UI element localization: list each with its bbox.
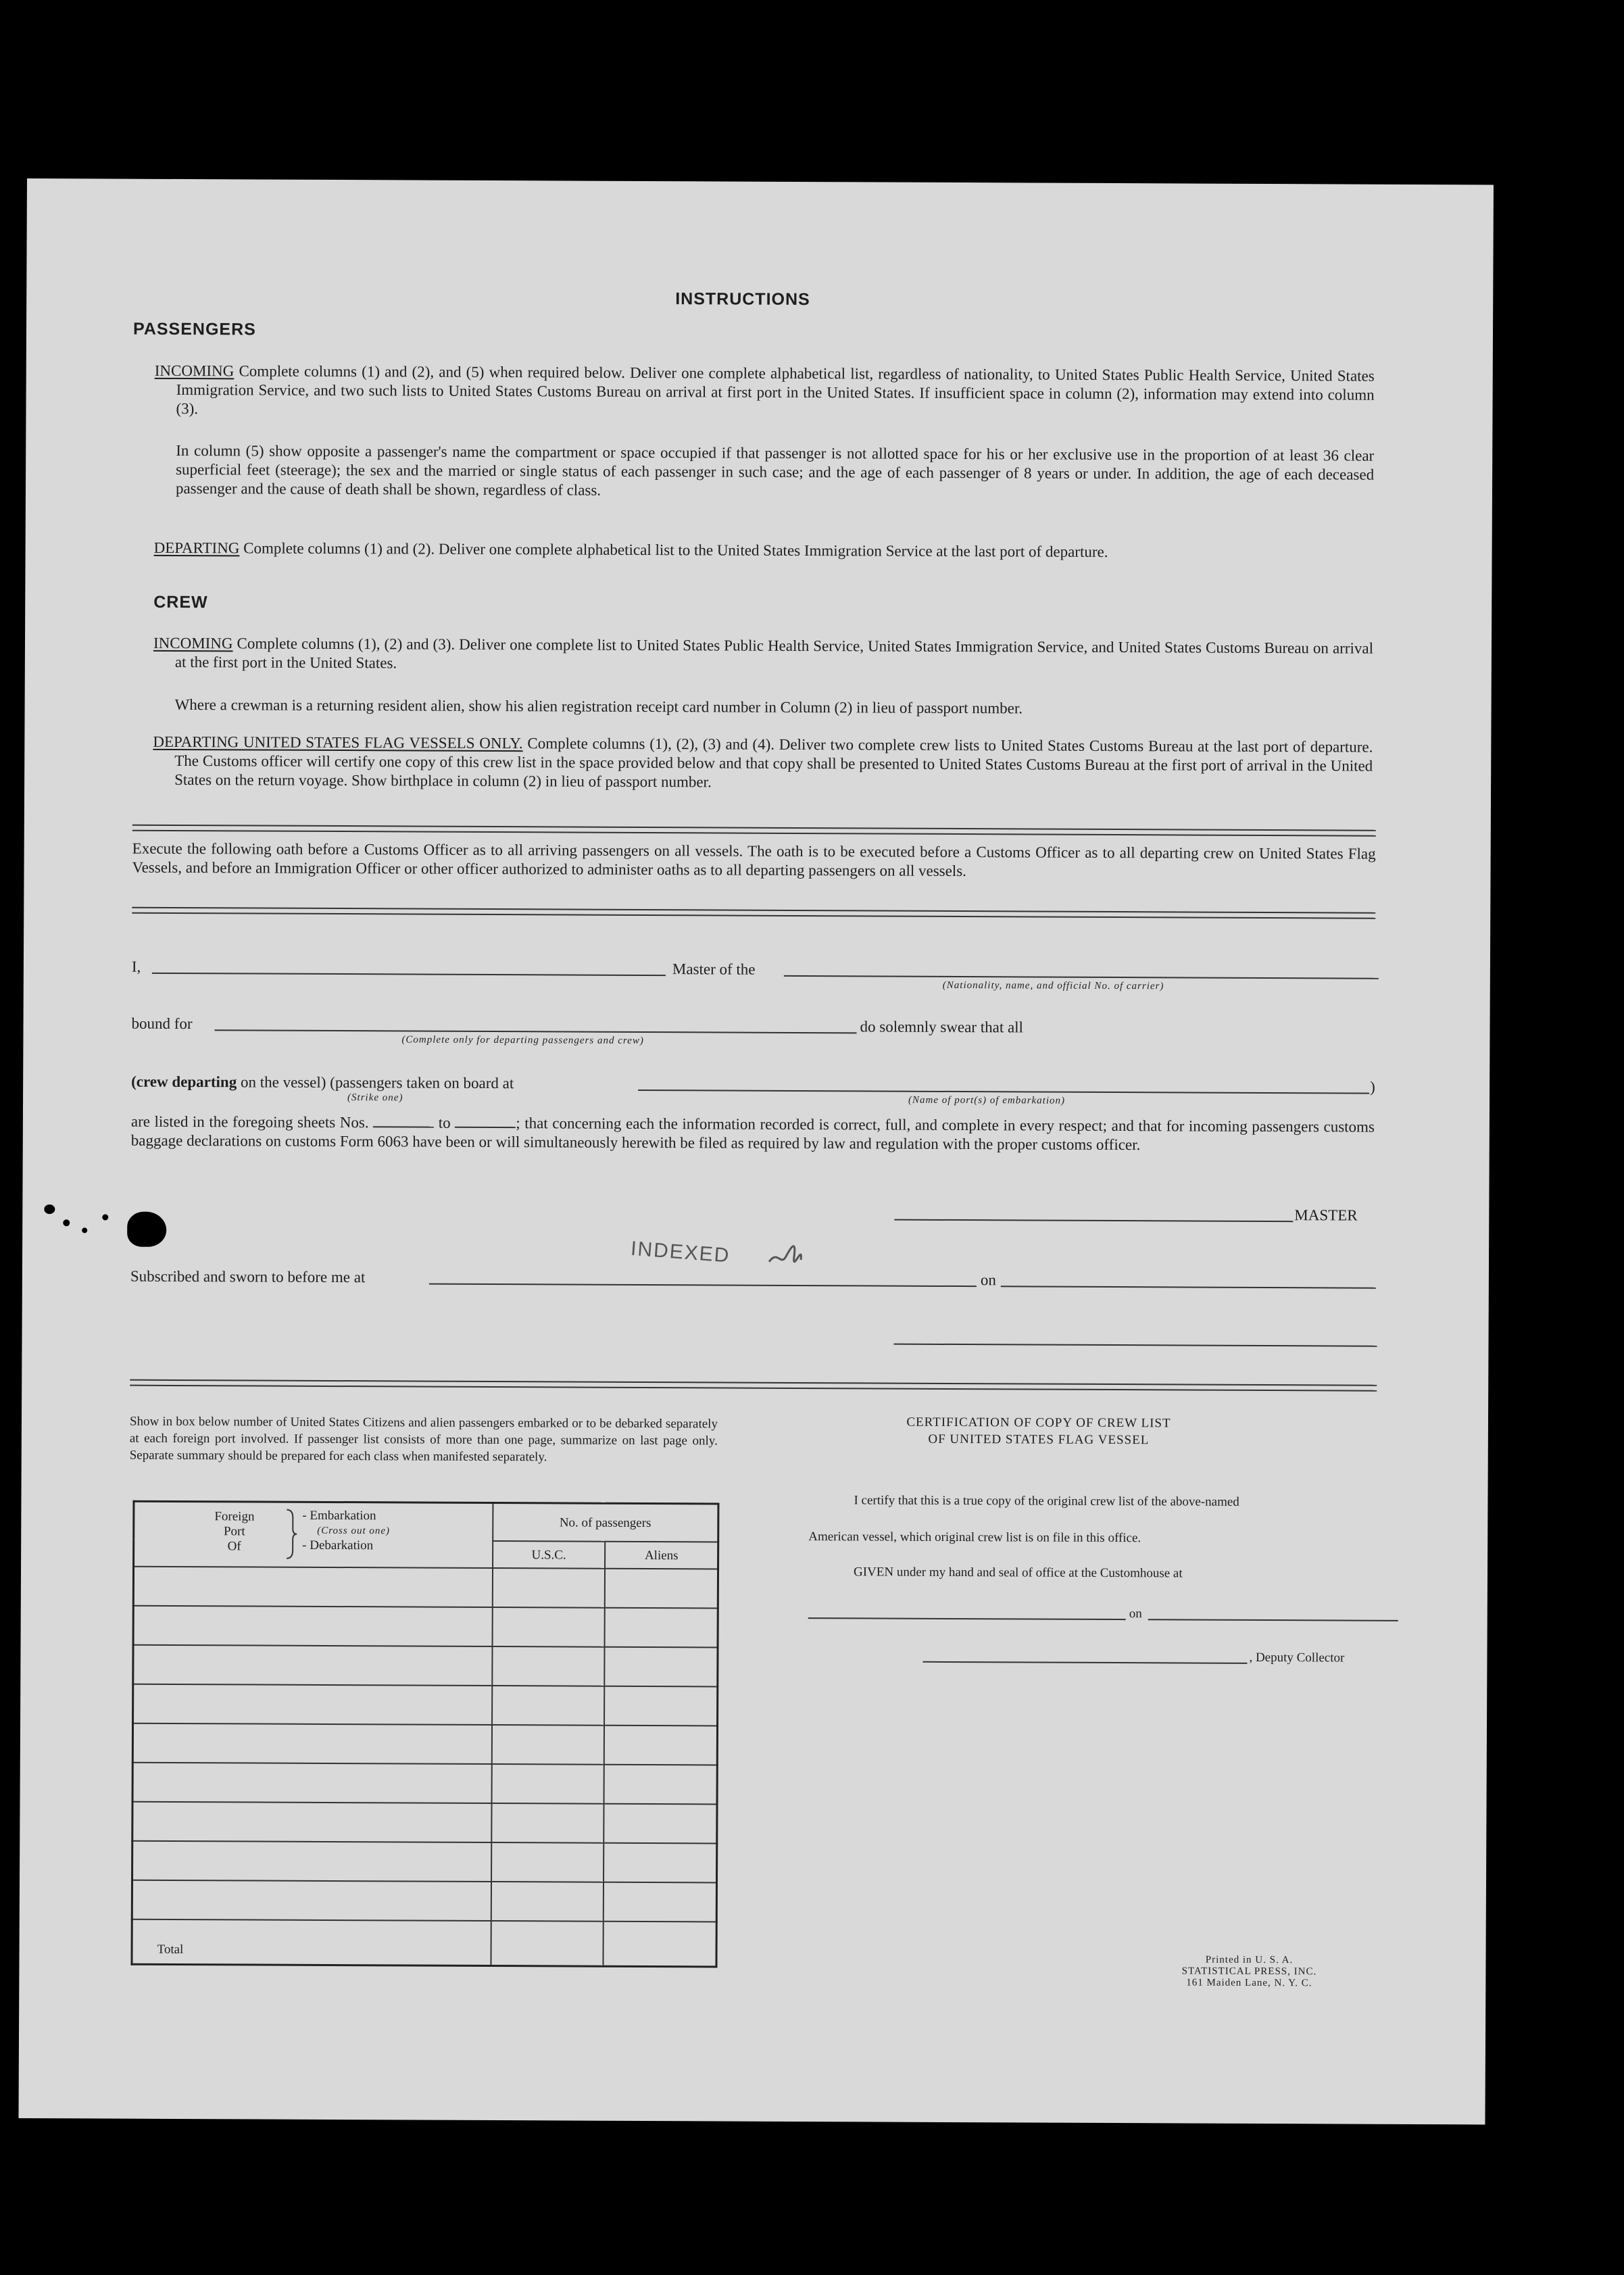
- form-sheet: [18, 178, 1494, 2124]
- port-cell[interactable]: [133, 1645, 492, 1686]
- ink-spot: [44, 1204, 55, 1214]
- sheet-to-field[interactable]: [455, 1113, 516, 1128]
- usc-cell[interactable]: [492, 1646, 605, 1686]
- usc-cell[interactable]: [491, 1803, 604, 1843]
- aliens-header: Aliens: [605, 1542, 718, 1569]
- total-row: [132, 1919, 716, 1967]
- aliens-cell[interactable]: [604, 1882, 716, 1922]
- foreign-label: Foreign: [214, 1509, 255, 1524]
- aliens-cell[interactable]: [604, 1843, 716, 1883]
- printer-imprint: [1175, 1954, 1323, 1989]
- handwritten-initials: [766, 1236, 806, 1270]
- port-label: Port: [223, 1524, 245, 1539]
- crew-heading: CREW: [153, 592, 208, 612]
- table-row: [133, 1606, 718, 1648]
- flag-vessels-text: Complete columns (1), (2), (3) and (4). Deliver two complete crew lists to United States Customs Bureau at the last port of departure. The Customs officer will certify one copy of this crew list in the space provided below and that copy shall be presented to United States Customs Bureau at the first port of arrival in the United States on the return voyage. Show birthplace in column (2) in lieu of passport number.: [174, 735, 1373, 791]
- crew-incoming-paragraph: [153, 634, 1373, 677]
- aliens-cell[interactable]: [605, 1647, 718, 1687]
- aliens-cell[interactable]: [604, 1686, 717, 1726]
- table-row: [132, 1802, 717, 1844]
- port-cell[interactable]: [132, 1723, 491, 1764]
- execute-oath-text: Execute the following oath before a Customs Officer as to all arriving passengers on all vessels. The oath is to be executed before a Customs Officer as to all departing crew on United States Flag Vessels, and before an Immigration Officer or other officer authorized to administer oaths as to all departing passengers on all vessels.: [132, 839, 1376, 880]
- passengers-departing-paragraph: [154, 539, 1374, 563]
- departing-label: DEPARTING: [153, 539, 240, 557]
- embark-debark-options: [302, 1509, 390, 1554]
- usc-total-cell[interactable]: [491, 1921, 604, 1966]
- total-label: Total: [132, 1919, 491, 1966]
- deputy-collector-label: , Deputy Collector: [1249, 1650, 1345, 1665]
- certify-line2: American vessel, which original crew list is on file in this office.: [808, 1530, 1141, 1546]
- incoming-text: Complete columns (1) and (2), and (5) when required below. Deliver one complete alphabetical list, regardless of nationality, to United States Public Health Service, United States Immigration Service, and two such lists to United States Customs Bureau on arrival at first port in the United States. If insufficient space in column (2), information may extend into column (3).: [176, 362, 1375, 418]
- master-of-label: Master of the: [672, 960, 756, 978]
- subscribed-label: Subscribed and sworn to before me at: [130, 1267, 366, 1286]
- deputy-signature-field[interactable]: [922, 1661, 1247, 1664]
- divider-oath: [132, 907, 1375, 919]
- divider-bottom: [130, 1379, 1377, 1392]
- cross-out-caption: (Cross out one): [317, 1525, 391, 1537]
- port-header-cell: [134, 1501, 493, 1568]
- table-row: [132, 1763, 717, 1805]
- master-signature-field[interactable]: [894, 1219, 1293, 1223]
- crewman-paragraph: [175, 695, 1373, 720]
- certify-line3: GIVEN under my hand and seal of office at the Customhouse at: [853, 1565, 1183, 1581]
- port-cell[interactable]: [133, 1606, 492, 1646]
- strike-caption: (Strike one): [347, 1092, 403, 1104]
- master-label: MASTER: [1294, 1206, 1358, 1224]
- aliens-cell[interactable]: [605, 1608, 718, 1648]
- port-cell[interactable]: [132, 1763, 491, 1803]
- debarkation-option[interactable]: - Debarkation: [302, 1538, 374, 1553]
- summary-note: Show in box below number of United States Citizens and alien passengers embarked or to be debarked separately at each foreign port involved. If passenger list consists of more than one page, summarize on last page only. Separate summary should be prepared for each class when manifested separately.: [129, 1414, 718, 1465]
- table-row: [132, 1723, 717, 1765]
- sworn-on-label: on: [980, 1271, 996, 1289]
- port-cell[interactable]: [133, 1567, 492, 1607]
- certification-title-line1: CERTIFICATION OF COPY OF CREW LIST: [906, 1415, 1171, 1431]
- divider-top: [132, 825, 1376, 837]
- ink-blot: [127, 1212, 166, 1247]
- port-cell[interactable]: [133, 1684, 492, 1725]
- listed-paragraph: [131, 1112, 1375, 1156]
- usc-cell[interactable]: [491, 1764, 604, 1804]
- aliens-cell[interactable]: [604, 1726, 717, 1765]
- execute-oath-paragraph: [132, 839, 1375, 883]
- table-row: [132, 1841, 717, 1883]
- table-row: [133, 1645, 718, 1687]
- no-of-passengers-header: No. of passengers: [493, 1503, 718, 1542]
- brace-icon: [285, 1509, 298, 1560]
- officer-signature-field[interactable]: [893, 1344, 1377, 1347]
- table-row: [132, 1880, 716, 1922]
- passengers-heading: PASSENGERS: [132, 319, 256, 339]
- port-cell[interactable]: [132, 1841, 491, 1882]
- table-row: [133, 1684, 718, 1726]
- usc-cell[interactable]: [492, 1686, 605, 1726]
- flag-vessels-label: DEPARTING UNITED STATES FLAG VESSELS ONLY.: [153, 733, 523, 752]
- on-vessel-text: on the vessel): [240, 1073, 326, 1091]
- indexed-stamp: INDEXED: [630, 1237, 731, 1267]
- embarkation-option[interactable]: - Embarkation: [302, 1508, 376, 1523]
- bound-for-field[interactable]: [214, 1029, 856, 1033]
- port-cell[interactable]: [132, 1880, 491, 1921]
- passengers-taken-text: (passengers taken on board at: [330, 1073, 514, 1092]
- ink-spot: [63, 1219, 70, 1226]
- crewman-text: Where a crewman is a returning resident alien, show his alien registration receipt card number in Column (2) in lieu of passport number.: [174, 695, 1023, 717]
- flag-vessels-paragraph: [153, 733, 1373, 795]
- printer-line3: 161 Maiden Lane, N. Y. C.: [1186, 1977, 1312, 1989]
- usc-header: U.S.C.: [493, 1541, 606, 1569]
- usc-cell[interactable]: [492, 1607, 605, 1647]
- bound-for-caption: (Complete only for departing passengers and crew): [401, 1034, 644, 1046]
- carrier-field[interactable]: [784, 975, 1379, 979]
- certify-on-label: on: [1129, 1607, 1142, 1621]
- sheet-from-field[interactable]: [373, 1112, 434, 1127]
- close-paren: ): [1370, 1078, 1375, 1096]
- embarkation-port-field[interactable]: [638, 1090, 1369, 1094]
- embarkation-caption: (Name of port(s) of embarkation): [908, 1094, 1066, 1106]
- column5-paragraph: [176, 441, 1374, 504]
- aliens-cell[interactable]: [605, 1569, 718, 1609]
- passengers-incoming-paragraph: [154, 362, 1374, 424]
- swear-text: do solemnly swear that all: [860, 1018, 1024, 1036]
- table-row: [133, 1567, 718, 1609]
- crew-departing-text: (crew departing: [131, 1073, 237, 1091]
- sworn-place-field[interactable]: [429, 1283, 977, 1288]
- listed-to: to: [438, 1114, 451, 1131]
- passenger-summary-table: [130, 1500, 719, 1968]
- usc-cell[interactable]: [491, 1842, 604, 1882]
- crew-incoming-label: INCOMING: [153, 634, 233, 652]
- of-label: Of: [227, 1539, 241, 1554]
- printer-line2: STATISTICAL PRESS, INC.: [1181, 1965, 1317, 1978]
- ink-spot: [102, 1215, 108, 1221]
- departing-text: Complete columns (1) and (2). Deliver one complete alphabetical list to the United States Immigration Service at the last port of departure.: [243, 539, 1108, 560]
- crew-incoming-text: Complete columns (1), (2) and (3). Deliver one complete list to United States Public Health Service, United States Immigration Service, and United States Customs Bureau on arrival at the first port in the United States.: [174, 635, 1374, 672]
- listed-text-b: ; that concerning each the information recorded is correct, full, and complete in every respect; and that for incoming passengers customs baggage declarations on customs Form 6063 have been or will simultaneously herewith be filed as required by law and regulation with the proper customs officer.: [130, 1115, 1375, 1154]
- port-cell[interactable]: [132, 1802, 491, 1842]
- certify-date-field[interactable]: [1148, 1619, 1398, 1621]
- usc-cell[interactable]: [492, 1568, 605, 1608]
- aliens-total-cell[interactable]: [604, 1922, 716, 1967]
- ink-spot: [82, 1227, 87, 1233]
- vessel-line: [131, 1073, 514, 1093]
- instructions-title: INSTRUCTIONS: [675, 289, 810, 310]
- aliens-cell[interactable]: [604, 1765, 717, 1805]
- usc-cell[interactable]: [491, 1882, 604, 1922]
- i-label: I,: [131, 958, 141, 975]
- column5-text: In column (5) show opposite a passenger's name the compartment or space occupied if that passenger is not allotted space for his or her exclusive use in the proportion of at least 36 clear superficial feet (steerage); the sex and the married or single status of each passenger in such case; and the age of each passenger of 8 years or under. In addition, the age of each deceased passenger and the cause of death shall be shown, regardless of class.: [175, 441, 1375, 499]
- listed-text-a: are listed in the foregoing sheets Nos.: [130, 1112, 369, 1131]
- certification-title: [833, 1413, 1245, 1449]
- bound-for-label: bound for: [131, 1014, 193, 1033]
- master-name-field[interactable]: [152, 973, 666, 976]
- carrier-caption: (Nationality, name, and official No. of carrier): [942, 979, 1164, 992]
- certify-line1: I certify that this is a true copy of the original crew list of the above-named: [854, 1493, 1239, 1509]
- sworn-date-field[interactable]: [1001, 1286, 1376, 1288]
- certification-title-line2: OF UNITED STATES FLAG VESSEL: [928, 1432, 1150, 1448]
- printer-line1: Printed in U. S. A.: [1205, 1954, 1294, 1966]
- usc-cell[interactable]: [491, 1725, 604, 1765]
- aliens-cell[interactable]: [604, 1804, 717, 1844]
- foreign-port-of: [214, 1509, 254, 1554]
- customhouse-field[interactable]: [808, 1617, 1126, 1620]
- incoming-label: INCOMING: [154, 362, 235, 380]
